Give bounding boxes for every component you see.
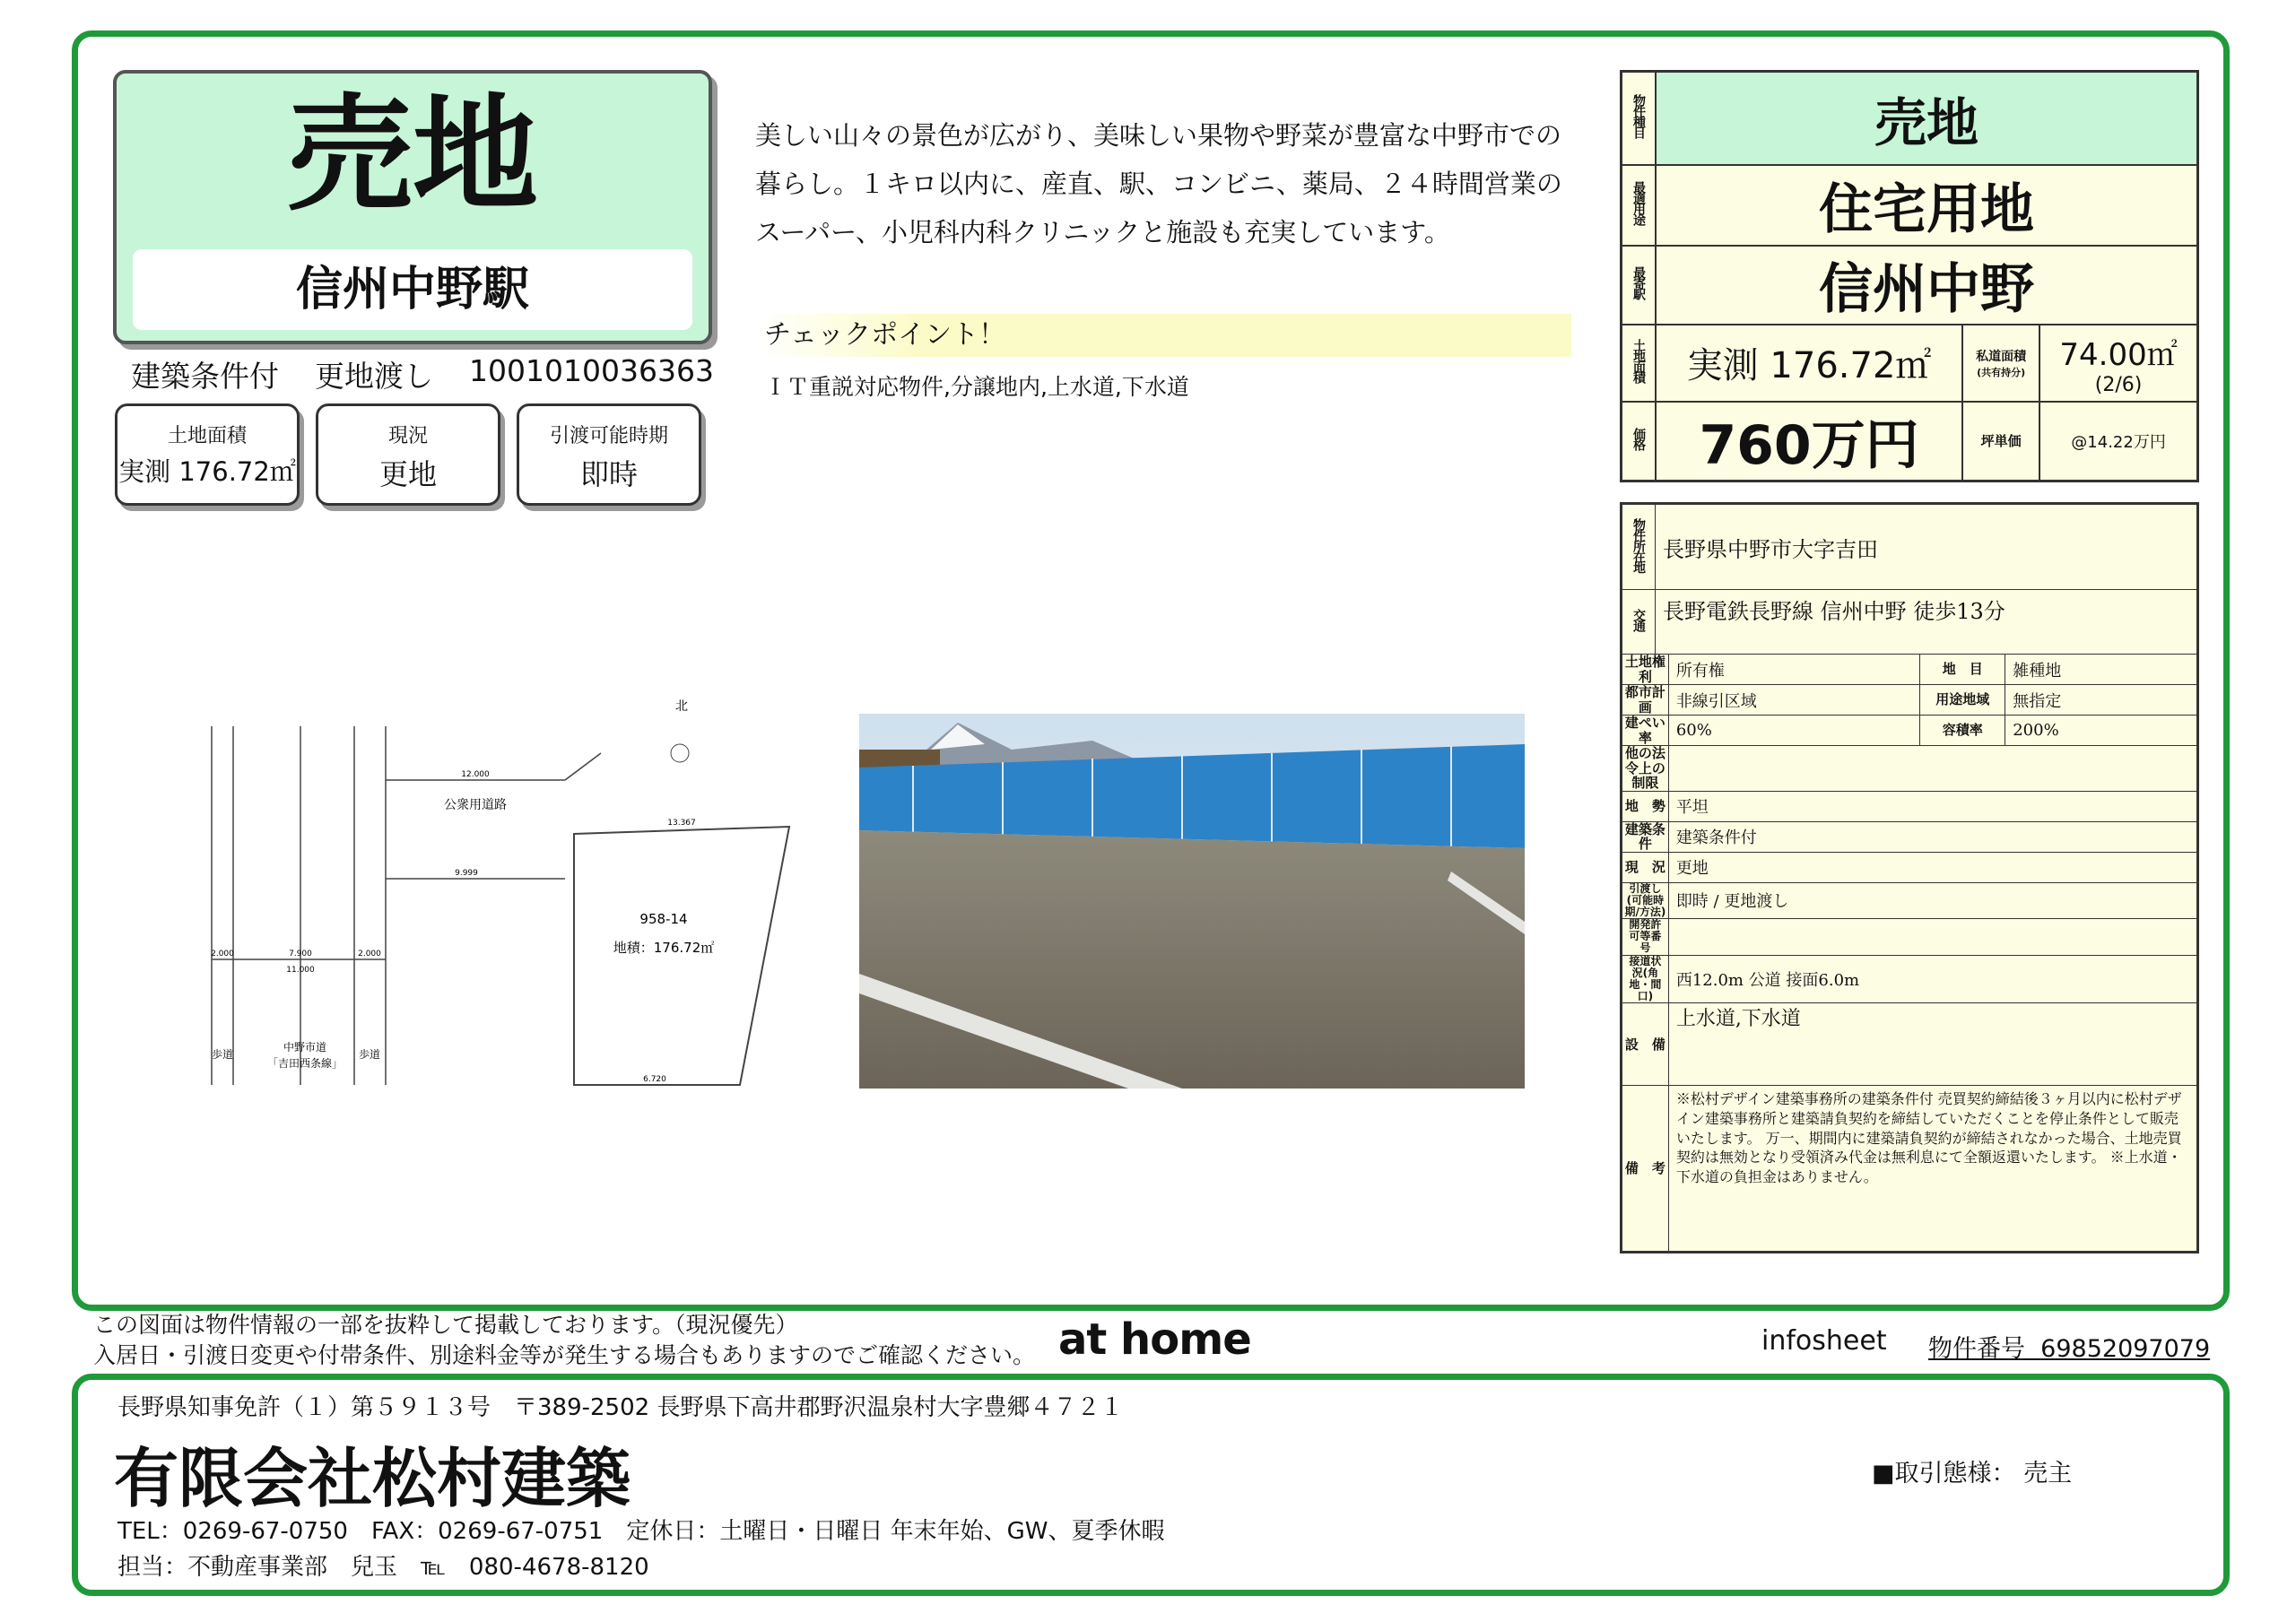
row-label: 他の法令上の制限 <box>1622 746 1669 792</box>
plan-area: 地積：176.72㎡ <box>613 940 715 956</box>
plan-dim: 7.900 <box>289 950 312 958</box>
row-value: 雑種地 <box>2005 655 2198 685</box>
plan-sidewalk-right: 歩道 <box>358 1048 381 1061</box>
row-label: 引渡し(可能時期/方法) <box>1622 882 1669 919</box>
plan-street-name: 「吉田西条線」 <box>266 1057 344 1070</box>
checkpoint-title <box>755 314 1571 357</box>
plan-dim: 12.000 <box>461 770 490 779</box>
checkpoint-text: ＩＴ重説対応物件,分譲地内,上水道,下水道 <box>764 374 1189 400</box>
transport-label: 交通 <box>1631 609 1646 630</box>
row-value <box>1668 746 2197 792</box>
stat-condition <box>316 403 500 506</box>
summary-station: 信州中野 <box>1656 246 2198 325</box>
row-label: 建ぺい率 <box>1622 716 1669 746</box>
row-value: 所有権 <box>1668 655 1919 685</box>
stat-value: 即時 <box>579 457 638 491</box>
company-name: 有限会社松村建築 <box>114 1441 631 1516</box>
summary-table <box>1620 70 2199 482</box>
tag-row <box>131 353 723 395</box>
private-road-label: 私道面積 <box>1976 349 2027 364</box>
row-label: 接道状況(角地・間口) <box>1622 955 1669 1003</box>
location-value: 長野県中野市大字吉田 <box>1656 504 2198 590</box>
unit-price: @14.22万円 <box>2039 402 2197 481</box>
row-value: 200% <box>2005 716 2198 746</box>
description: 美しい山々の景色が広がり、美味しい果物や野菜が豊富な中野市での暮らし。１キロ以内に、産直、駅、コンビニ、薬局、２４時間営業のスーパー、小児科内科クリニックと施設も充実しています。 <box>755 120 1562 247</box>
transport-value: 長野電鉄長野線 信州中野 徒歩13分 <box>1656 590 2198 655</box>
row-value: 無指定 <box>2005 685 2198 716</box>
plan-north: 北 <box>675 699 688 714</box>
station-label-v: 最寄駅 <box>1631 266 1646 299</box>
row-value: 平坦 <box>1668 791 2197 821</box>
company-license: 長野県知事免許（１）第５９１３号 〒389-2502 長野県下高井郡野沢温泉村大字豊郷４７２１ <box>117 1394 1124 1421</box>
unit-price-label: 坪単価 <box>1962 402 2039 481</box>
facility-label: 設 備 <box>1622 1003 1669 1086</box>
plan-dim: 9.999 <box>455 869 478 878</box>
plan-dim: 6.720 <box>643 1075 666 1084</box>
company-staff: 担当：不動産事業部 兒玉 ℡ 080-4678-8120 <box>117 1554 649 1581</box>
row-value: 60% <box>1668 716 1919 746</box>
footer-note-2: 入居日・引渡日変更や付帯条件、別途料金等が発生する場合もありますのでご確認ください。 <box>93 1342 1036 1368</box>
plan-street: 中野市道 <box>283 1041 327 1054</box>
tag-condition: 建築条件付 <box>131 359 279 394</box>
row-label: 都市計画 <box>1622 685 1669 716</box>
details-table <box>1620 502 2199 1253</box>
remarks-label: 備 考 <box>1622 1086 1669 1253</box>
row-value <box>1668 919 2197 956</box>
stat-handover <box>517 403 701 506</box>
row-value: 建築条件付 <box>1668 821 2197 852</box>
stat-label: 引渡可能時期 <box>549 425 668 447</box>
stat-value: 実測 176.72㎡ <box>118 456 296 487</box>
private-road-area: 74.00㎡ <box>2059 336 2178 373</box>
row-label: 開発許可等番号 <box>1622 919 1669 956</box>
reference-label: 物件番号 <box>1928 1335 2025 1363</box>
company-contact: TEL：0269-67-0750 FAX：0269-67-0751 定休日：土曜日・日曜日 年末年始、GW、夏季休暇 <box>117 1518 1165 1545</box>
plan-road-label: 公衆用道路 <box>444 798 507 812</box>
site-photo <box>859 714 1525 1089</box>
summary-land: 実測 176.72㎡ <box>1656 325 1962 402</box>
tag-delivery: 更地渡し <box>315 359 433 394</box>
stat-value: 更地 <box>378 457 437 491</box>
use-label: 最適用途 <box>1631 181 1646 224</box>
station-label: 信州中野駅 <box>295 263 529 317</box>
remarks-value: ※松村デザイン建築事務所の建築条件付 売買契約締結後３ヶ月以内に松村デザイン建築事務所と建築請負契約を締結していただくことを停止条件として販売いたします。 万一、期間内に建築請負契約が締結されなかった場合、土地売買契約は無効となり受領済み代金は無利息にて全額返還いたします。 ※上水道・下水道の負担金はありません。 <box>1668 1086 2197 1253</box>
stat-land-area <box>115 403 300 506</box>
location-label: 物件所在地 <box>1631 517 1646 572</box>
plan-sidewalk-left: 歩道 <box>211 1048 234 1061</box>
row-label: 地 勢 <box>1622 791 1669 821</box>
summary-type: 売地 <box>1656 72 2198 165</box>
type-label: 物件種目 <box>1631 94 1646 138</box>
infosheet-label: infosheet <box>1761 1325 1887 1357</box>
row-value: 非線引区域 <box>1668 685 1919 716</box>
row-label: 用途地域 <box>1920 685 2005 716</box>
checkpoint-heading: チェックポイント！ <box>764 319 1006 351</box>
summary-use: 住宅用地 <box>1656 165 2198 246</box>
page-title: 売地 <box>286 82 538 229</box>
price-label: 価格 <box>1631 428 1646 449</box>
site-plan <box>179 690 825 1103</box>
station-banner <box>133 249 692 330</box>
row-label: 土地権利 <box>1622 655 1669 685</box>
row-value: 即時 / 更地渡し <box>1668 882 2197 919</box>
summary-price: 760万円 <box>1656 402 1962 481</box>
plan-dim: 13.367 <box>667 819 696 828</box>
plan-dim: 11.000 <box>286 966 315 975</box>
land-label: 土地面積 <box>1631 339 1646 382</box>
row-label: 建築条件 <box>1622 821 1669 852</box>
private-road-sub: (共有持分) <box>1977 366 2026 378</box>
row-label: 容積率 <box>1920 716 2005 746</box>
stat-label: 現況 <box>387 425 428 447</box>
reference-value: 69852097079 <box>2040 1335 2211 1363</box>
row-label: 現 況 <box>1622 852 1669 882</box>
private-road-share: (2/6) <box>2094 373 2143 396</box>
title-box <box>113 70 712 344</box>
plan-dim: 2.000 <box>211 950 234 958</box>
athome-logo: at home <box>1058 1314 1251 1365</box>
plan-lot: 958-14 <box>639 911 688 927</box>
company-frame <box>72 1374 2230 1596</box>
row-value: 更地 <box>1668 852 2197 882</box>
row-value: 西12.0m 公道 接面6.0m <box>1668 955 2197 1003</box>
footer-note-1: この図面は物件情報の一部を抜粋して掲載しております。（現況優先） <box>93 1312 798 1338</box>
compass-icon <box>671 744 689 762</box>
deal-type: ■取引態様： 売主 <box>1872 1460 2073 1488</box>
plan-dim: 2.000 <box>358 950 381 958</box>
row-label: 地 目 <box>1920 655 2005 685</box>
reference-number <box>1928 1329 2210 1364</box>
tag-id: 1001010036363 <box>469 353 714 388</box>
facility-value: 上水道,下水道 <box>1668 1003 2197 1086</box>
stat-label: 土地面積 <box>167 425 247 447</box>
